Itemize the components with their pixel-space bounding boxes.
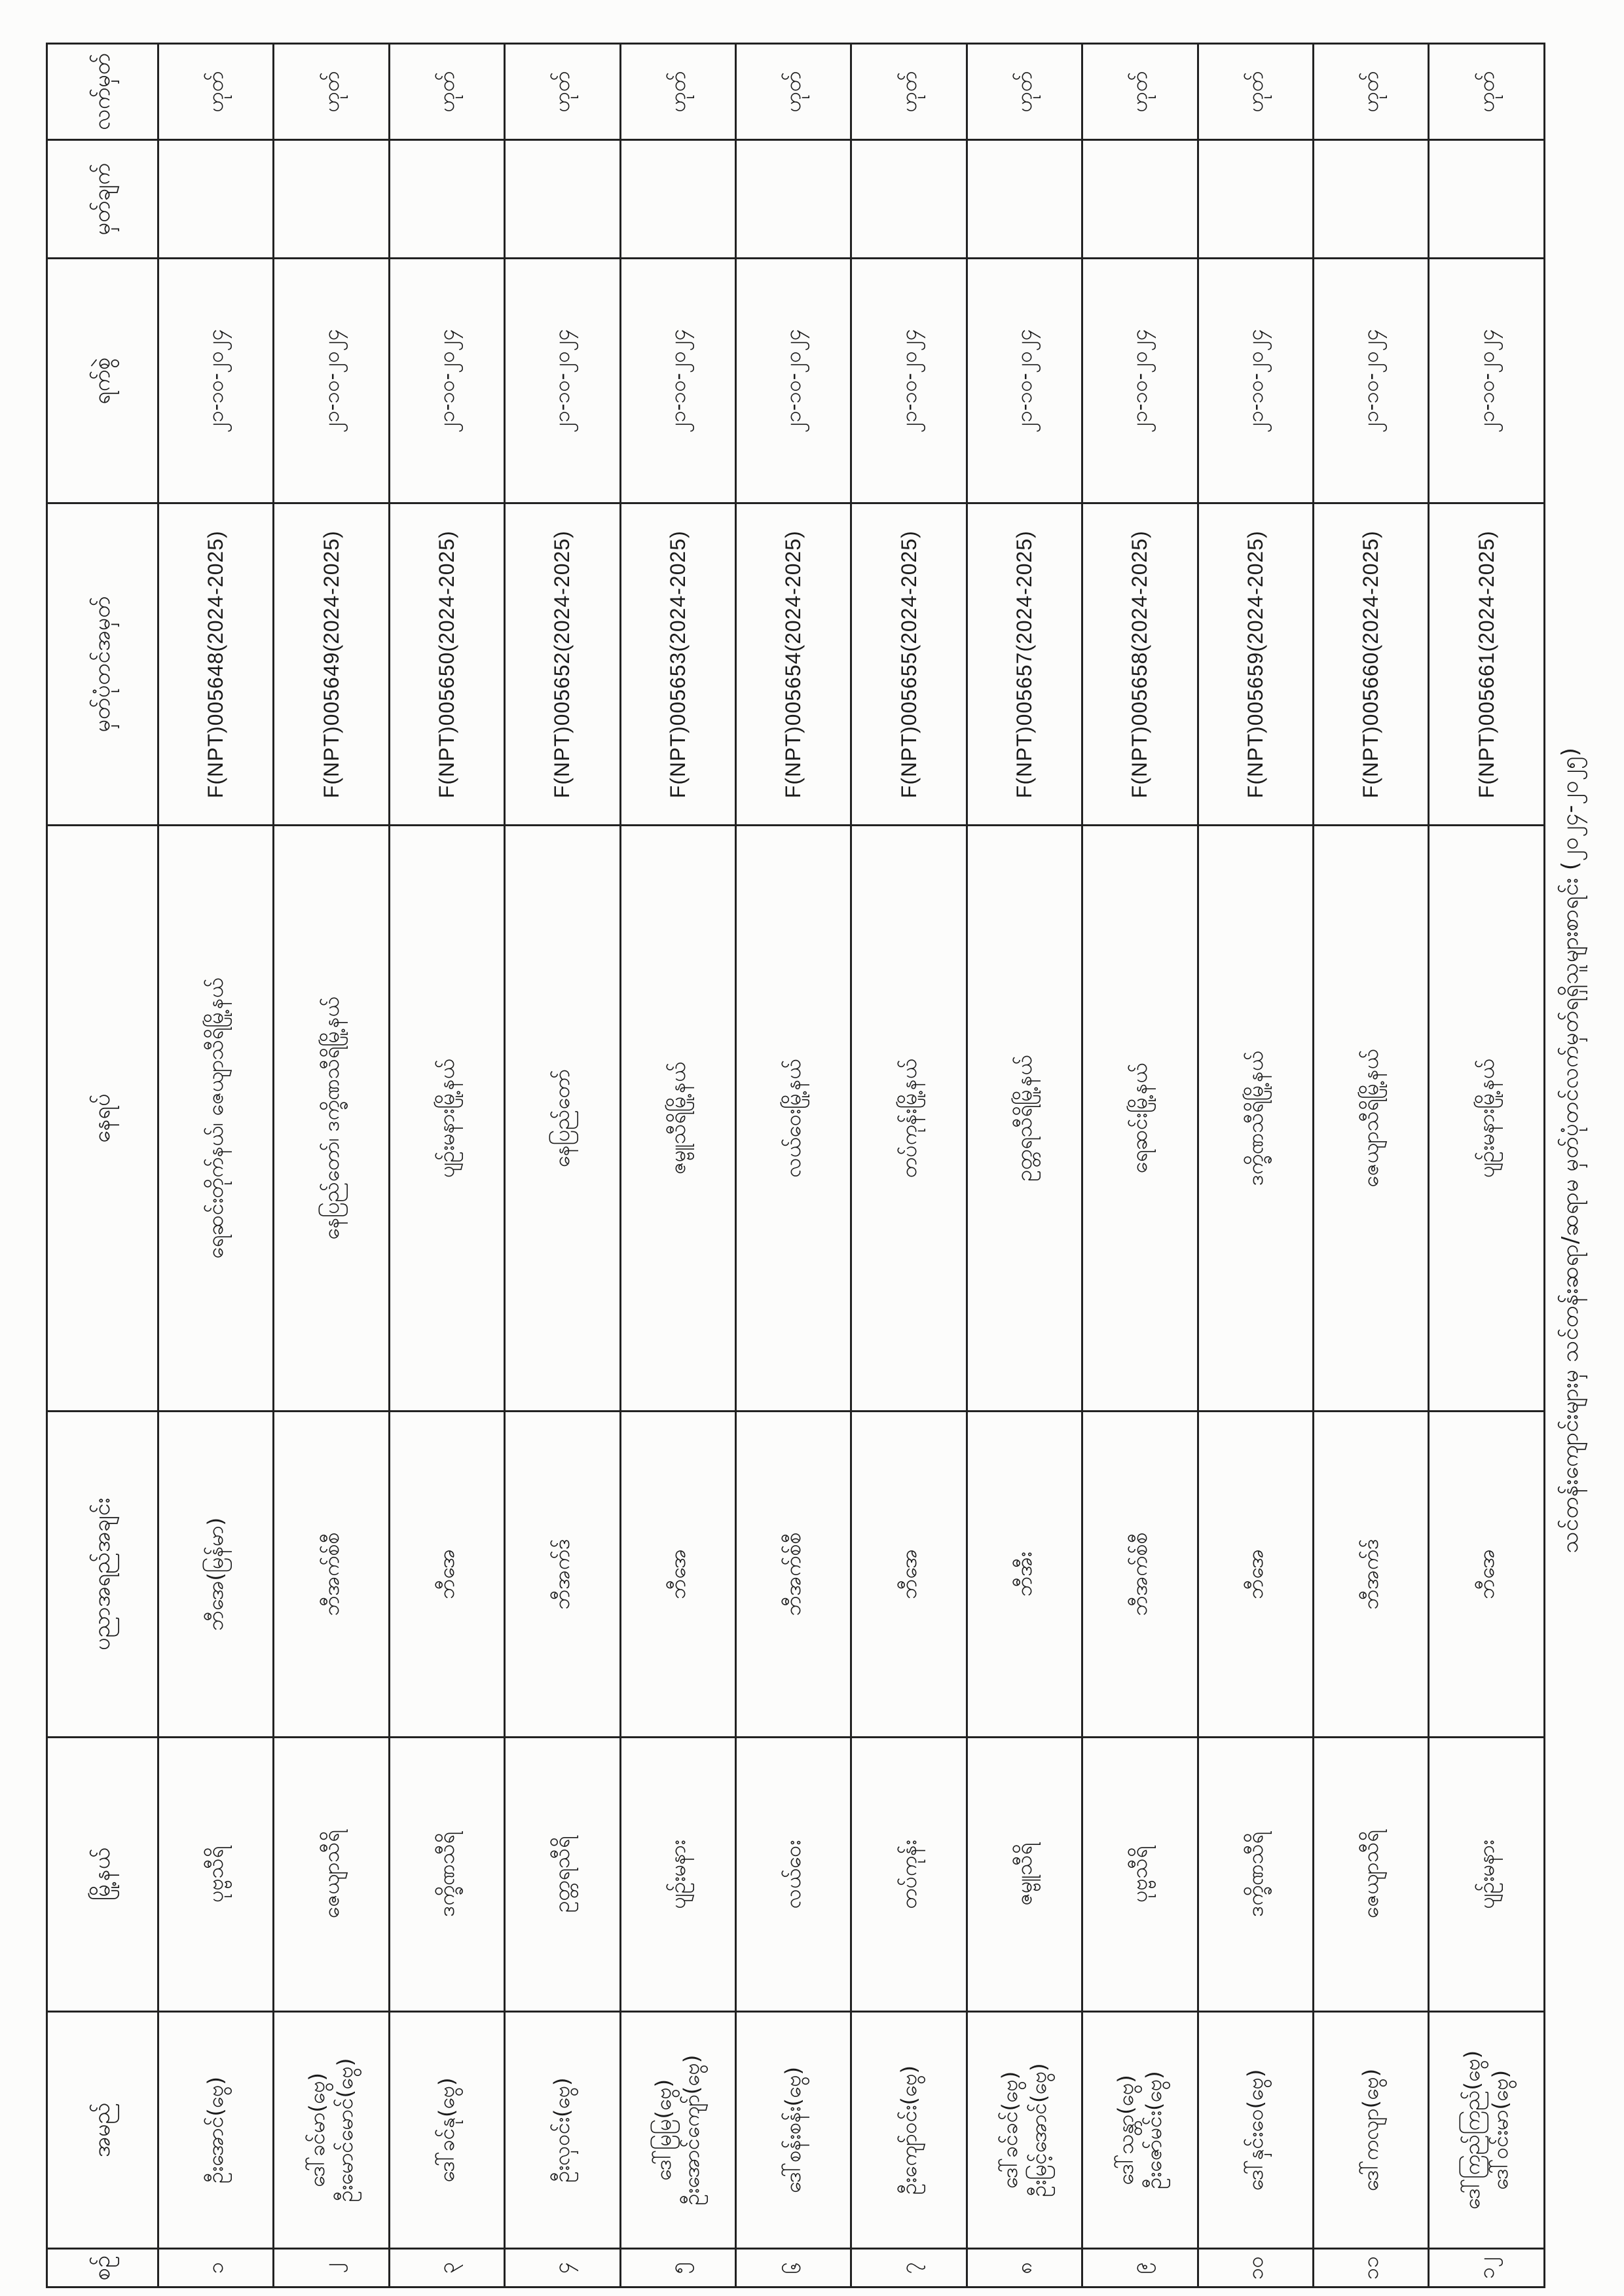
cell-address: ဇေယျာသီရိမြို့နယ် (1314, 826, 1429, 1411)
cell-date: ၂၁-၁၀-၂၀၂၄ (505, 259, 620, 503)
cell-sign: ဟုတ် (274, 44, 389, 140)
cell-reg-no: F(NPT)005649(2024-2025) (274, 503, 389, 825)
cell-name: ဒေါ်ခင်ခင်(ဗွေ) ဦးမြင့်အောင်(ဗွေ) (967, 2011, 1082, 2248)
cell-date: ၂၁-၁၀-၂၀၂၄ (967, 259, 1082, 503)
cell-township: လယ်ဝေး (736, 1737, 851, 2011)
cell-sign: ဟုတ် (1429, 44, 1545, 140)
table-row (1082, 44, 1198, 2287)
cell-sign: ဟုတ် (1314, 44, 1429, 140)
cell-reg-no: F(NPT)005659(2024-2025) (1198, 503, 1313, 825)
cell-education: ဘီအီး (967, 1411, 1082, 1737)
table-row (1429, 44, 1545, 2287)
cell-no: ၁၁ (1314, 2249, 1429, 2287)
table-row (274, 44, 389, 2287)
cell-education: ဘီအေ(မြန်မာ) (158, 1411, 274, 1737)
cell-name: ဦးအောင်(ဗွေ) (158, 2011, 274, 2248)
cell-date: ၂၁-၁၀-၂၀၂၄ (1429, 259, 1545, 503)
cell-sign: ဟုတ် (505, 44, 620, 140)
cell-reg-no: F(NPT)005655(2024-2025) (851, 503, 967, 825)
cell-name: ဒေါ်သန္တာ(ဗွေ) ဦးဇော်မင်း(ဗွေ) (1082, 2011, 1198, 2248)
cell-address: ဇမ္ဗူသီရိမြို့နယ် (620, 826, 735, 1411)
cell-township: ပုဗ္ဗသီရိ (158, 1737, 274, 2011)
cell-address: တပ်ကုန်းမြို့နယ် (851, 826, 967, 1411)
cell-address: နေပြည်တော်၊ ဒက္ခိဏသီရိမြို့နယ် (274, 826, 389, 1411)
table-row (736, 44, 851, 2287)
cell-address: နေပြည်တော် (505, 826, 620, 1411)
cell-education: ဘီအက်စ်စီ (1082, 1411, 1198, 1737)
header-reg-no: မှတ်ပုံတင်အမှတ် (47, 503, 158, 825)
cell-reg-no: F(NPT)005658(2024-2025) (1082, 503, 1198, 825)
cell-township: ဒက္ခိဏသီရိ (389, 1737, 504, 2011)
header-date: ရက်စွဲ (47, 259, 158, 503)
cell-date: ၂၁-၁၀-၂၀၂၄ (1198, 259, 1313, 503)
cell-township: ပုဗ္ဗသီရိ (1082, 1737, 1198, 2011)
cell-name: ဒေါ်ကြည်ကြည်(ဗွေ) ဒေါ်ဝင်းမာ(ဗွေ) (1429, 2011, 1545, 2248)
cell-sign: ဟုတ် (389, 44, 504, 140)
cell-reg-no: F(NPT)005648(2024-2025) (158, 503, 274, 825)
cell-township: ပျဉ်းမနား (620, 1737, 735, 2011)
table-row (851, 44, 967, 2287)
cell-name: ဒေါ်ခင်မာ(ဗွေ) ဦးမောင်မောင်(ဗွေ) (274, 2011, 389, 2248)
cell-remarks (274, 140, 389, 259)
cell-education: ဘီအက်စ်စီ (736, 1411, 851, 1737)
cell-no: ၈ (967, 2249, 1082, 2287)
cell-remarks (851, 140, 967, 259)
header-name: အမည် (47, 2011, 158, 2248)
cell-name: ဒေါ်ခင်နု(ဗွေ) (389, 2011, 504, 2248)
table-header-row (47, 44, 158, 2287)
cell-name: ဦးကျော်ဝင်း(ဗွေ) (851, 2011, 967, 2248)
cell-remarks (158, 140, 274, 259)
cell-township: ဇေယျာသီရိ (274, 1737, 389, 2011)
cell-remarks (1429, 140, 1545, 259)
cell-no: ၅ (620, 2249, 735, 2287)
cell-remarks (1082, 140, 1198, 259)
cell-date: ၂၁-၁၀-၂၀၂၄ (274, 259, 389, 503)
header-remarks: မှတ်ချက် (47, 140, 158, 259)
cell-date: ၂၁-၁၀-၂၀၂၄ (620, 259, 735, 503)
cell-remarks (620, 140, 735, 259)
header-sign: လက်မှတ် (47, 44, 158, 140)
cell-address: ရေဆင်းမြို့နယ် (1082, 826, 1198, 1411)
cell-remarks (967, 140, 1082, 259)
cell-remarks (1198, 140, 1313, 259)
header-address: နေရပ် (47, 826, 158, 1411)
cell-date: ၂၁-၁၀-၂၀၂၄ (851, 259, 967, 503)
cell-sign: ဟုတ် (620, 44, 735, 140)
cell-education: ဘီအေ (851, 1411, 967, 1737)
cell-education: ဘီအက်စ်စီ (274, 1411, 389, 1737)
cell-name: ဒေါ်စန်းစန်း(ဗွေ) (736, 2011, 851, 2248)
cell-date: ၂၁-၁၀-၂၀၂၄ (389, 259, 504, 503)
header-no: စဉ် (47, 2249, 158, 2287)
cell-no: ၉ (1082, 2249, 1198, 2287)
cell-sign: ဟုတ် (851, 44, 967, 140)
cell-address: ပျဉ်းမနားမြို့နယ် (389, 826, 504, 1411)
table-row (1314, 44, 1429, 2287)
cell-sign: ဟုတ် (1082, 44, 1198, 140)
cell-address: ရေဆင်းတိုက်နယ်၊ ဇေယျာသီရိမြို့နယ် (158, 826, 274, 1411)
cell-township: ပျဉ်းမနား (1429, 1737, 1545, 2011)
cell-education: ဘီအေ (1429, 1411, 1545, 1737)
cell-no: ၇ (851, 2249, 967, 2287)
cell-no: ၁ (158, 2249, 274, 2287)
cell-township: ဇမ္ဗူသီရိ (967, 1737, 1082, 2011)
cell-sign: ဟုတ် (158, 44, 274, 140)
cell-township: ဥတ္တရသီရိ (505, 1737, 620, 2011)
header-township: မြို့နယ် (47, 1737, 158, 2011)
cell-sign: ဟုတ် (1198, 44, 1313, 140)
cell-date: ၂၁-၁၀-၂၀၂၄ (158, 259, 274, 503)
cell-name: ဦးလှဝင်း(ဗွေ) (505, 2011, 620, 2248)
cell-education: ဘီအေ (1198, 1411, 1313, 1737)
cell-date: ၂၁-၁၀-၂၀၂၄ (1314, 259, 1429, 503)
cell-no: ၄ (505, 2249, 620, 2287)
cell-education: ဘီအေ (620, 1411, 735, 1737)
cell-education: ဘီအက်ဒ် (505, 1411, 620, 1737)
cell-remarks (389, 140, 504, 259)
cell-remarks (505, 140, 620, 259)
cell-township: ဇေယျာသီရိ (1314, 1737, 1429, 2011)
cell-date: ၂၁-၁၀-၂၀၂၄ (736, 259, 851, 503)
cell-address: ပျဉ်းမနားမြို့နယ် (1429, 826, 1545, 1411)
cell-no: ၆ (736, 2249, 851, 2287)
cell-address: ဒက္ခိဏသီရိမြို့နယ် (1198, 826, 1313, 1411)
table-row (967, 44, 1082, 2287)
cell-reg-no: F(NPT)005650(2024-2025) (389, 503, 504, 825)
cell-remarks (1314, 140, 1429, 259)
header-education: ပညာအရည်အချင်း (47, 1411, 158, 1737)
cell-address: ဥတ္တရသီရိမြို့နယ် (967, 826, 1082, 1411)
cell-reg-no: F(NPT)005654(2024-2025) (736, 503, 851, 825)
cell-township: ဒက္ခိဏသီရိ (1198, 1737, 1313, 2011)
cell-name: ဒေါ်နှင်းဝေ(ဗွေ) (1198, 2011, 1313, 2248)
cell-no: ၂ (274, 2249, 389, 2287)
cell-name: ဒေါ်ကလျာ(ဗွေ) (1314, 2011, 1429, 2248)
register-table (46, 43, 1545, 2288)
table-row (158, 44, 274, 2287)
cell-reg-no: F(NPT)005652(2024-2025) (505, 503, 620, 825)
cell-remarks (736, 140, 851, 259)
cell-reg-no: F(NPT)005653(2024-2025) (620, 503, 735, 825)
table-body (158, 44, 1545, 2287)
cell-education: ဘီအေ (389, 1411, 504, 1737)
cell-reg-no: F(NPT)005661(2024-2025) (1429, 503, 1545, 825)
cell-no: ၁၀ (1198, 2249, 1313, 2287)
cell-name: ဒေါ်မြမြ(ဗွေ) ဦးအောင်ကျော်(ဗွေ) (620, 2011, 735, 2248)
table-row (1198, 44, 1313, 2287)
cell-no: ၃ (389, 2249, 504, 2287)
cell-education: ဘီအက်ဒ် (1314, 1411, 1429, 1737)
table-row (389, 44, 504, 2287)
table-row (505, 44, 620, 2287)
cell-no: ၁၂ (1429, 2249, 1545, 2287)
cell-sign: ဟုတ် (967, 44, 1082, 140)
cell-address: လယ်ဝေးမြို့နယ် (736, 826, 851, 1411)
document-title: သင်တန်းကျောင်းများမှ သင်တန်းဆရာ/ဆရာမ မှတ်ပုံတင်လက်မှတ်ရရှိသူများစာရင်း (၂၀၂၄-၂၀၂၅) (1557, 747, 1583, 1554)
cell-sign: ဟုတ် (736, 44, 851, 140)
cell-reg-no: F(NPT)005657(2024-2025) (967, 503, 1082, 825)
cell-township: တပ်ကုန်း (851, 1737, 967, 2011)
table-row (620, 44, 735, 2287)
cell-date: ၂၁-၁၀-၂၀၂၄ (1082, 259, 1198, 503)
cell-reg-no: F(NPT)005660(2024-2025) (1314, 503, 1429, 825)
